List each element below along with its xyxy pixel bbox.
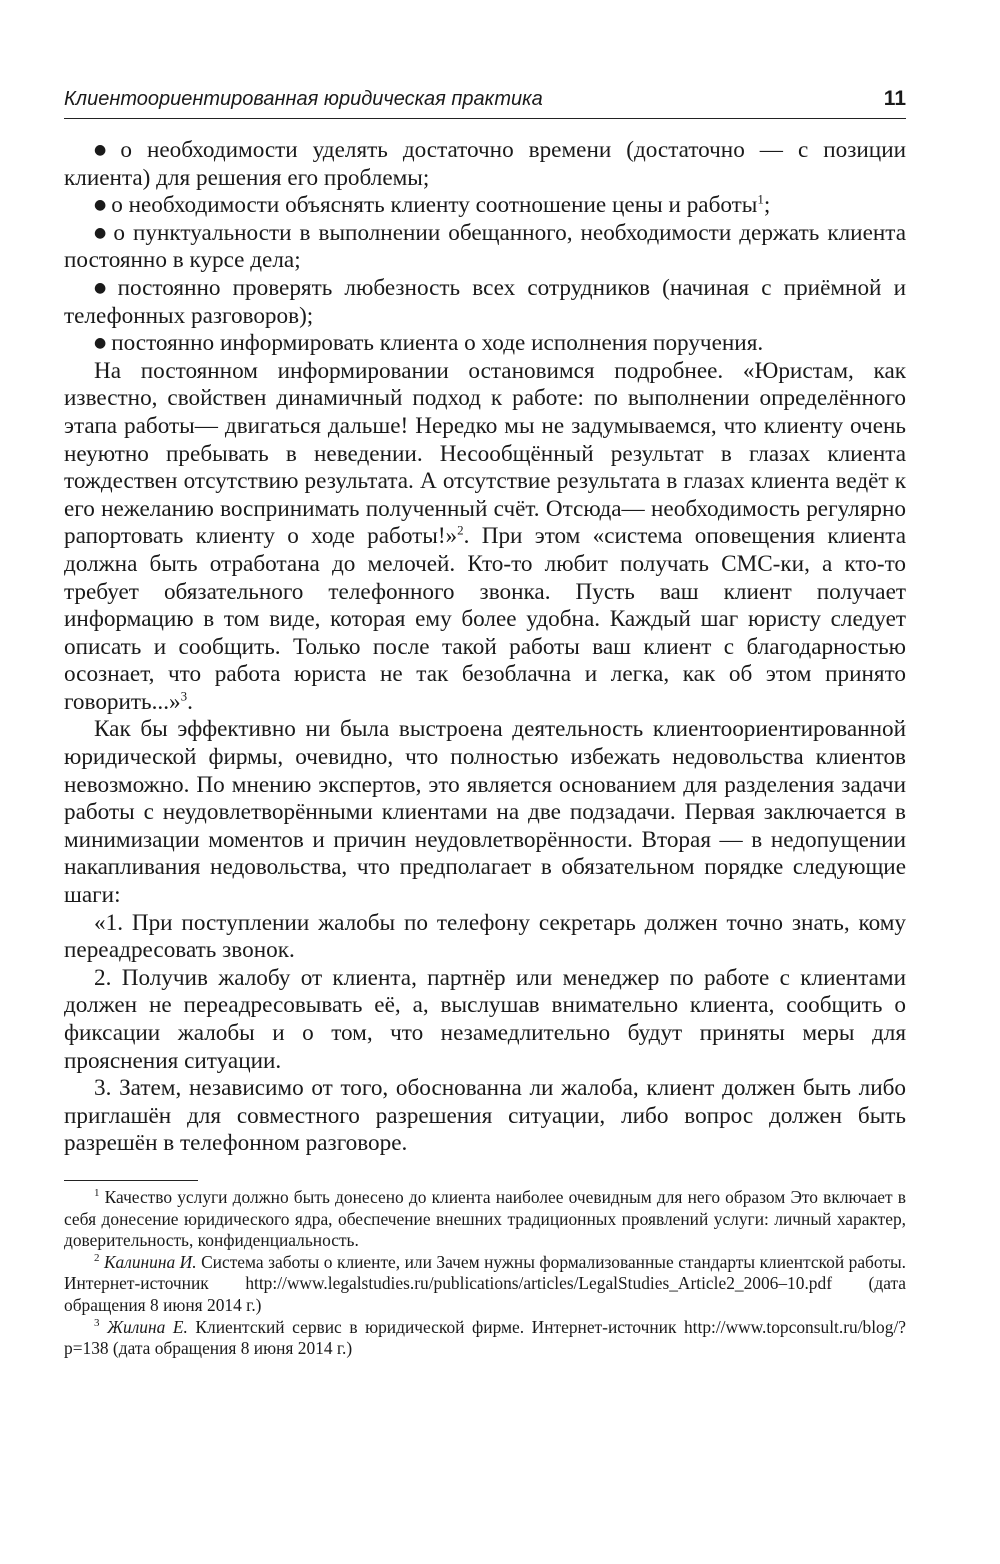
main-text [64, 137, 906, 1158]
running-header [64, 86, 906, 119]
footnote-ref: 3 [180, 688, 188, 704]
footnote-divider [64, 1180, 198, 1181]
footnote: $^3$ Жилина Е. Клиентский сервис в юридической фирме. Интернет-источник http://www.topconsult.ru/blog/?p=138 (дата обращения 8 июня 2014 г.) [64, 1316, 906, 1359]
footnotes [64, 1187, 906, 1360]
footnote: $^2$ Калинина И. Система заботы о клиенте, или Зачем нужны формализованные стандарты клиентской работы. Интернет-источник http://www.legalstudies.ru/publications/articles/LegalStudies_Article2_2006–10.pdf (дата обращения 8 июня 2014 г.) [64, 1251, 906, 1315]
footnote-ref: 1 [757, 191, 764, 207]
footnote-number: 2 [94, 1251, 100, 1264]
footnote-number: 1 [94, 1187, 100, 1200]
bullet-item: ● о необходимости объяснять клиенту соотношение цены и работы$^1$; [94, 191, 771, 219]
paragraph: На постоянном информировании остановимся подробнее. «Юристам, как известно, свойствен динамичный подход к работе: по выполнении определённого этапа работы— двигаться дальше! Нередко мы не задумываемся, что клиенту очень неуютно пребывать в неведении. Несообщённый результат в глазах клиента тождествен отсутствию результата. А отсутствие результата в глазах клиента ведёт к его нежеланию воспринимать полученный счёт. Отсюда— необходимость регулярно рапортовать клиенту о ходе работы!»$^2$. При этом «система оповещения клиента должна быть отработана до мелочей. Кто-то любит получать СМС-ки, а кто-то требует обязательного телефонного звонка. Пусть ваш клиент получает информацию в том виде, которая ему более удобна. Каждый шаг юристу следует описать и сообщить. Только после такой работы ваш клиент с благодарностью осознает, что работа юриста не так безоблачна и легка, как об этом принято говорить...»$^3$. [64, 357, 906, 715]
book-page [64, 86, 906, 1360]
paragraph: 2. Получив жалобу от клиента, партнёр или менеджер по работе с клиентами должен не переадресовывать её, а, выслушав внимательно клиента, сообщить о фиксации жалобы и о том, что незамедлительно будут приняты меры для прояснения ситуации. [64, 964, 906, 1074]
bullet-icon: ● [94, 142, 116, 158]
bullet-item: ● о необходимости уделять достаточно времени (достаточно — с позиции клиента) для решения его проблемы; [64, 137, 907, 191]
paragraph: 3. Затем, независимо от того, обоснованна ли жалоба, клиент должен быть либо приглашён для совместного разрешения ситуации, либо вопрос должен быть разрешён в телефонном разговоре. [64, 1075, 906, 1157]
running-title: Клиентоориентированная юридическая практика [64, 88, 543, 110]
bullet-item: ● постоянно информировать клиента о ходе исполнения поручения. [94, 330, 764, 357]
bullet-icon: ● [94, 279, 113, 296]
bullet-item: ● о пунктуальности в выполнении обещанного, необходимости держать клиента постоянно в курсе дела; [64, 219, 906, 274]
bullet-item: ● постоянно проверять любезность всех сотрудников (начиная с приёмной и телефонных разговоров); [64, 274, 907, 329]
bullet-icon: ● [94, 197, 107, 214]
footnote-author: Жилина Е. [107, 1316, 188, 1337]
footnote-number: 3 [94, 1316, 100, 1329]
footnote: $^1$ Качество услуги должно быть донесено до клиента наиболее очевидным для него образом Это включает в себя донесение юридического ядра, обеспечение внешних традиционных проявлений услуги: личный характер, доверительность, конфиденциальность. [64, 1186, 906, 1251]
footnote-author: Калинина И. [104, 1251, 197, 1272]
paragraph: «1. При поступлении жалобы по телефону секретарь должен точно знать, кому переадресовать звонок. [64, 909, 906, 964]
paragraph: Как бы эффективно ни была выстроена деятельность клиентоориентированной юридической фирмы, очевидно, что полностью избежать недовольства клиентов невозможно. По мнению экспертов, это является основанием для разделения задачи работы с неудовлетворёнными клиентами на две подзадачи. Первая заключается в минимизации моментов и причин неудовлетворённости. Вторая — в недопущении накапливания недовольства, что предполагает в обязательном порядке следующие шаги: [64, 716, 906, 909]
bullet-icon: ● [94, 335, 107, 352]
footnote-ref: 2 [457, 522, 464, 538]
bullet-icon: ● [94, 224, 109, 241]
page-number: 11 [883, 87, 906, 110]
